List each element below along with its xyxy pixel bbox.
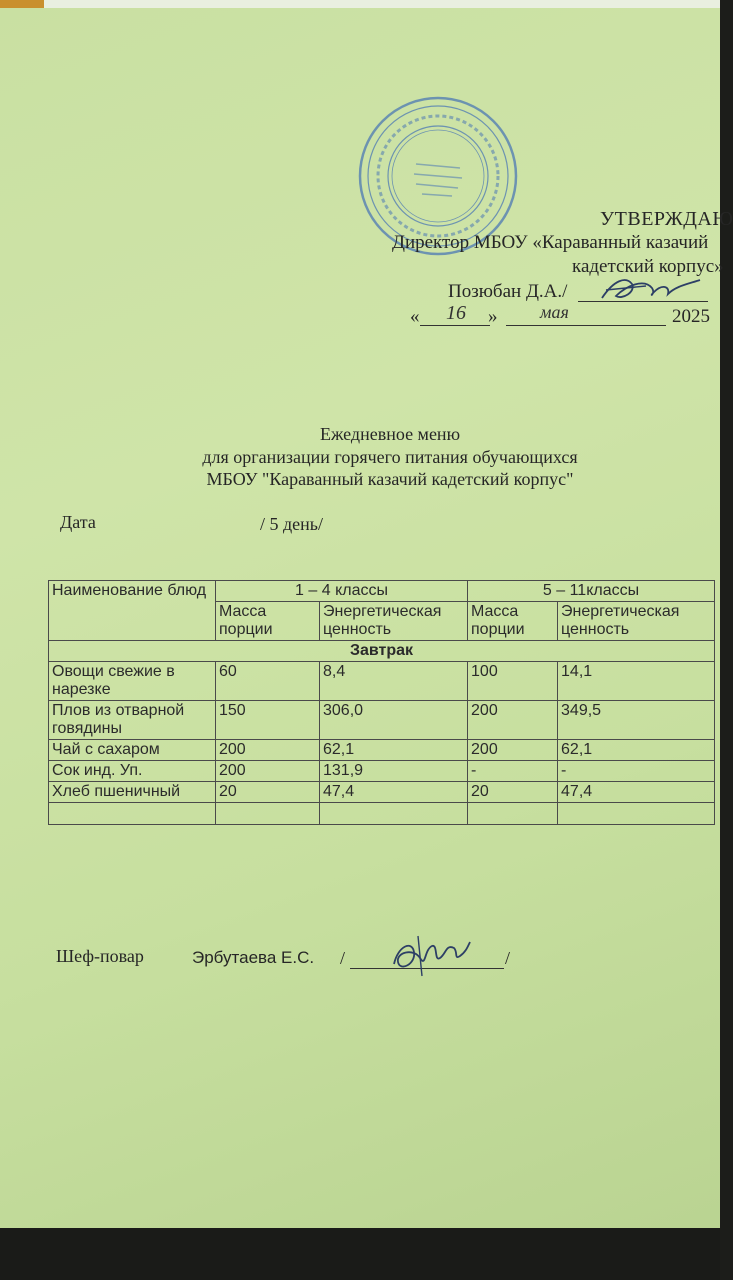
- chef-role-label: Шеф-повар: [56, 946, 144, 966]
- table-row: [49, 740, 715, 761]
- energy-5-11: 14,1: [558, 662, 715, 701]
- chef-name: Эрбутаева Е.С.: [192, 948, 315, 967]
- energy-1-4: 306,0: [320, 701, 468, 740]
- mass-1-4: 20: [216, 782, 320, 803]
- dish-name: Чай с сахаром: [49, 740, 216, 761]
- dish-name: Плов из отварной говядины: [49, 701, 216, 740]
- dish-name: Хлеб пшеничный: [49, 782, 216, 803]
- table-row: [49, 662, 715, 701]
- approval-school-line: кадетский корпус»: [572, 256, 724, 277]
- mass-5-11: 100: [468, 662, 558, 701]
- approval-name-line: Позюбан Д.А./: [448, 281, 568, 302]
- energy-1-4: 131,9: [320, 761, 468, 782]
- mass-1-4: 150: [216, 701, 320, 740]
- table-row: [49, 761, 715, 782]
- approval-date-close: »: [488, 306, 498, 327]
- mass-5-11: 200: [468, 701, 558, 740]
- energy-5-11: [558, 803, 715, 825]
- energy-1-4: 62,1: [320, 740, 468, 761]
- mass-1-4: 60: [216, 662, 320, 701]
- approval-date-open: «: [410, 306, 420, 327]
- energy-1-4: [320, 803, 468, 825]
- section-breakfast: Завтрак: [49, 641, 715, 662]
- mass-5-11: 20: [468, 782, 558, 803]
- approval-month: мая: [540, 302, 569, 322]
- chef-signature: [384, 928, 476, 984]
- table-row-empty: [49, 803, 715, 825]
- date-label: Дата: [60, 512, 96, 532]
- menu-subtitle: для организации горячего питания обучающихся: [202, 447, 578, 467]
- group2-mass-header: Масса порции: [468, 602, 558, 641]
- approval-director-line: Директор МБОУ «Караванный казачий: [392, 232, 709, 253]
- group1-energy-header: Энергетическая ценность: [320, 602, 468, 641]
- mass-5-11: [468, 803, 558, 825]
- mass-5-11: -: [468, 761, 558, 782]
- energy-1-4: 8,4: [320, 662, 468, 701]
- folder-tab: [0, 0, 44, 8]
- approval-day-underline: [420, 325, 490, 326]
- table-row: [49, 701, 715, 740]
- school-name: МБОУ "Караванный казачий кадетский корпус": [206, 469, 574, 489]
- group2-header: 5 – 11классы: [468, 581, 715, 602]
- dish-column-header: Наименование блюд: [49, 581, 216, 641]
- mass-1-4: 200: [216, 761, 320, 782]
- energy-5-11: 349,5: [558, 701, 715, 740]
- approval-year: 2025: [672, 306, 710, 327]
- section-row: [49, 641, 715, 662]
- energy-5-11: -: [558, 761, 715, 782]
- dish-name: Сок инд. Уп.: [49, 761, 216, 782]
- date-value: / 5 день/: [260, 514, 323, 534]
- approval-day: 16: [446, 302, 466, 324]
- table-row: [49, 782, 715, 803]
- energy-1-4: 47,4: [320, 782, 468, 803]
- menu-table: [48, 580, 715, 825]
- group1-header: 1 – 4 классы: [216, 581, 468, 602]
- chef-slash-close: /: [505, 948, 511, 968]
- dish-name: Овощи свежие в нарезке: [49, 662, 216, 701]
- photo-dark-edge: [0, 1228, 720, 1280]
- mass-1-4: 200: [216, 740, 320, 761]
- energy-5-11: 62,1: [558, 740, 715, 761]
- approval-title: УТВЕРЖДАЮ: [600, 208, 733, 230]
- menu-title: Ежедневное меню: [319, 424, 461, 444]
- dish-name: [49, 803, 216, 825]
- top-strip: [0, 0, 720, 8]
- group2-energy-header: Энергетическая ценность: [558, 602, 715, 641]
- chef-slash-open: /: [340, 948, 346, 968]
- group1-mass-header: Масса порции: [216, 602, 320, 641]
- table-header-row: [49, 581, 715, 602]
- energy-5-11: 47,4: [558, 782, 715, 803]
- mass-5-11: 200: [468, 740, 558, 761]
- director-signature: [596, 270, 706, 310]
- approval-month-underline: [506, 325, 666, 326]
- mass-1-4: [216, 803, 320, 825]
